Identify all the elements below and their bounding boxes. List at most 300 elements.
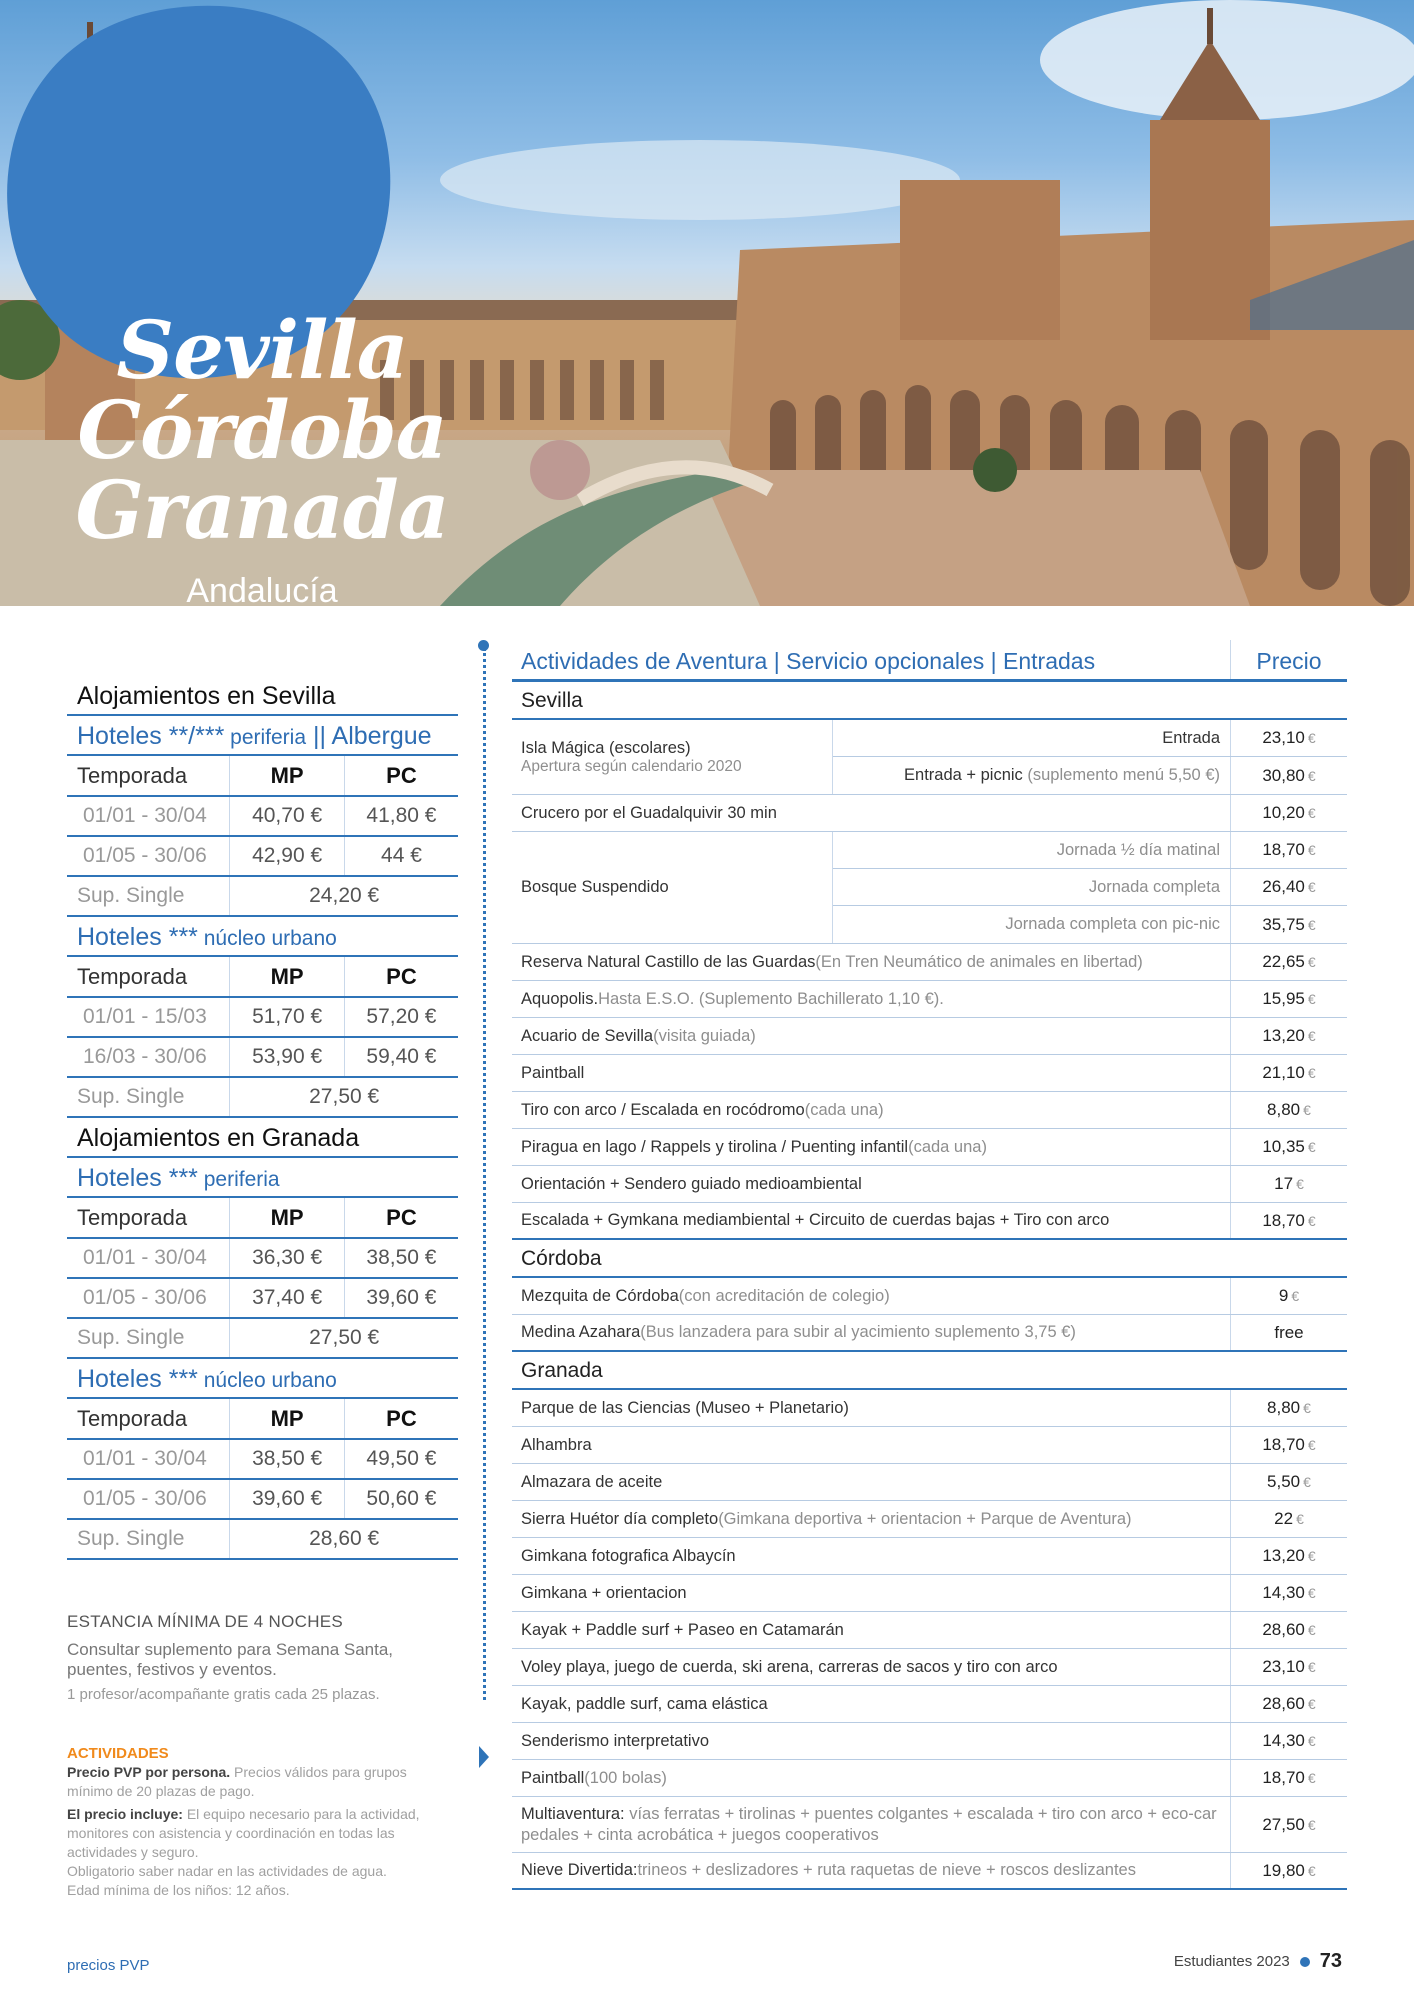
hotel-price-table (67, 756, 458, 917)
price-value: free (1274, 1322, 1304, 1342)
activity-cell (512, 1612, 1230, 1648)
euro-sign: € (1307, 1585, 1316, 1601)
dotted-divider (483, 648, 486, 1700)
activity-cell (512, 1055, 1230, 1091)
price-value: 8,80 (1267, 1100, 1301, 1119)
season-dates: 01/05 - 30/06 (67, 1479, 230, 1519)
activities-notes (67, 1744, 427, 1904)
euro-sign: € (1307, 1816, 1316, 1833)
table-row (67, 796, 458, 836)
euro-sign: € (1307, 842, 1316, 858)
euro-sign: € (1307, 1659, 1316, 1675)
pc-price: 44 € (344, 836, 458, 876)
mp-header: MP (230, 1399, 345, 1439)
title-line-cordoba: Córdoba (77, 383, 447, 477)
single-supplement-label: Sup. Single (67, 1077, 230, 1117)
activity-name: Sierra Huétor día completo (521, 1509, 719, 1528)
mp-price: 53,90 € (230, 1037, 345, 1077)
activity-name: Aquopolis. (521, 989, 599, 1008)
price-cell (1230, 1203, 1347, 1238)
price-value: 26,40 (1262, 877, 1305, 896)
table-row (67, 1439, 458, 1479)
price-value: 19,80 (1262, 1860, 1305, 1880)
table-row (512, 1315, 1347, 1352)
option-name: Entrada (1162, 729, 1220, 747)
activity-cell (512, 944, 1230, 980)
hotel-heading (67, 1158, 458, 1198)
price-value: 10,20 (1262, 803, 1305, 822)
price-value: 14,30 (1262, 1731, 1305, 1750)
includes-note-bold: El precio incluye: (67, 1806, 183, 1822)
age-note: Edad mínima de los niños: 12 años. (67, 1882, 290, 1898)
isla-magica-group (512, 720, 1347, 795)
pc-price: 38,50 € (344, 1238, 458, 1278)
supplement-note: Consultar suplemento para Semana Santa, puentes, festivos y eventos. (67, 1640, 394, 1679)
table-row (833, 832, 1347, 869)
accommodation-column (67, 676, 458, 1560)
price-note-text: Precios válidos para grupos mínimo de 20 plazas de pago. (67, 1764, 407, 1799)
hotel-price-table (67, 1399, 458, 1560)
season-dates: 01/01 - 30/04 (67, 796, 230, 836)
activity-name: Alhambra (521, 1435, 592, 1454)
table-row (67, 1519, 458, 1559)
activity-note: (visita guiada) (653, 1026, 756, 1045)
includes-note (67, 1805, 427, 1900)
price-cell (1230, 1760, 1347, 1796)
city-heading-sevilla: Sevilla (512, 682, 1347, 720)
activity-name: Gimkana + orientacion (521, 1583, 687, 1602)
table-header (512, 640, 1347, 682)
activity-cell (512, 1315, 1230, 1350)
table-row (512, 1278, 1347, 1315)
euro-sign: € (1291, 1288, 1300, 1304)
euro-sign: € (1307, 991, 1316, 1007)
activity-cell (512, 1166, 1230, 1202)
activity-cell (512, 1203, 1230, 1238)
bosque-label (512, 832, 832, 943)
price-value: 18,70 (1262, 840, 1305, 859)
table-row (512, 1390, 1347, 1427)
table-row (512, 1501, 1347, 1538)
hotel-heading (67, 917, 458, 957)
activity-name: Paintball (521, 1768, 585, 1787)
activity-cell (512, 981, 1230, 1017)
granada-accommodation-heading: Alojamientos en Granada (67, 1118, 458, 1158)
activity-name: Multiaventura: (521, 1804, 625, 1823)
pc-header: PC (344, 957, 458, 997)
pc-price: 49,50 € (344, 1439, 458, 1479)
euro-sign: € (1307, 805, 1316, 821)
activity-name: Almazara de aceite (521, 1472, 663, 1491)
option-label (833, 757, 1230, 794)
euro-sign: € (1307, 1770, 1316, 1786)
season-dates: 16/03 - 30/06 (67, 1037, 230, 1077)
price-value: 9 (1278, 1286, 1289, 1305)
hotel-name: Hoteles *** (77, 923, 198, 951)
activities-price-table (512, 640, 1347, 1890)
activity-note: Hasta E.S.O. (Suplemento Bachillerato 1,10 €). (598, 989, 944, 1008)
price-cell (1230, 1055, 1347, 1091)
euro-sign: € (1307, 1212, 1316, 1229)
activity-name: Gimkana fotografica Albaycín (521, 1546, 736, 1565)
page-number: 73 (1319, 1950, 1342, 1972)
euro-sign: € (1296, 1176, 1304, 1192)
table-row (512, 1575, 1347, 1612)
euro-sign: € (1307, 916, 1316, 933)
activity-name: Medina Azahara (521, 1323, 641, 1341)
price-cell (1230, 1853, 1347, 1888)
activity-note: (cada una) (908, 1137, 987, 1156)
mp-price: 37,40 € (230, 1278, 345, 1318)
activity-note: trineos + deslizadores + ruta raquetas de nieve + roscos deslizantes (637, 1861, 1136, 1879)
price-cell (1230, 1315, 1347, 1350)
accommodation-notes (67, 1612, 457, 1703)
activity-name: Isla Mágica (escolares) (521, 738, 691, 757)
activity-note: (En Tren Neumático de animales en libertad) (815, 952, 1143, 971)
mp-price: 38,50 € (230, 1439, 345, 1479)
table-row (67, 1077, 458, 1117)
bosque-suspendido-group (512, 832, 1347, 944)
pc-header: PC (344, 1198, 458, 1238)
price-value: 14,30 (1262, 1583, 1305, 1602)
activity-cell (512, 1575, 1230, 1611)
activity-cell (512, 1723, 1230, 1759)
price-value: 35,75 (1262, 914, 1305, 934)
table-row (512, 1464, 1347, 1501)
activity-cell (512, 1390, 1230, 1426)
activity-name: Escalada + Gymkana mediambiental + Circuito de cuerdas bajas + Tiro con arco (521, 1211, 1110, 1229)
table-row (512, 1129, 1347, 1166)
euro-sign: € (1307, 730, 1316, 746)
swim-note: Obligatorio saber nadar en las actividades de agua. (67, 1863, 387, 1879)
table-row (512, 1723, 1347, 1760)
price-value: 18,70 (1262, 1210, 1305, 1230)
activity-cell (512, 1501, 1230, 1537)
price-cell (1230, 1390, 1347, 1426)
table-row (833, 720, 1347, 757)
hotel-heading (67, 1359, 458, 1399)
euro-sign: € (1307, 1622, 1316, 1638)
pc-header: PC (344, 756, 458, 796)
activity-cell (512, 1464, 1230, 1500)
euro-sign: € (1307, 1862, 1316, 1879)
hotel-name: Hoteles *** (77, 1164, 198, 1192)
price-value: 28,60 (1262, 1620, 1305, 1639)
price-value: 13,20 (1262, 1546, 1305, 1565)
price-cell (1230, 981, 1347, 1017)
table-row (512, 1055, 1347, 1092)
price-cell (1230, 1092, 1347, 1128)
euro-sign: € (1307, 1065, 1316, 1081)
table-row (67, 1479, 458, 1519)
activities-header: Actividades de Aventura | Servicio opcionales | Entradas (521, 648, 1096, 674)
table-row (67, 997, 458, 1037)
option-name: Entrada + picnic (904, 766, 1023, 784)
table-row (512, 1686, 1347, 1723)
granada-rows (512, 1390, 1347, 1797)
table-row (833, 869, 1347, 906)
activity-cell (512, 1427, 1230, 1463)
activity-cell (512, 1649, 1230, 1685)
sevilla-accommodation-heading: Alojamientos en Sevilla (67, 676, 458, 716)
euro-sign: € (1307, 1028, 1316, 1044)
activity-cell (512, 1760, 1230, 1796)
season-header: Temporada (67, 1198, 230, 1238)
price-cell (1230, 1166, 1347, 1202)
footer-page-info (1174, 1950, 1342, 1973)
single-supplement-label: Sup. Single (67, 876, 230, 916)
table-row (512, 1427, 1347, 1464)
euro-sign: € (1307, 954, 1316, 970)
single-supplement-price: 27,50 € (230, 1077, 458, 1117)
season-header: Temporada (67, 756, 230, 796)
pc-header: PC (344, 1399, 458, 1439)
single-supplement-price: 28,60 € (230, 1519, 458, 1559)
table-row (67, 1037, 458, 1077)
activities-title: ACTIVIDADES (67, 1745, 169, 1762)
includes-note-text: El equipo necesario para la actividad, monitores con asistencia y coordinación en todas las actividades y seguro. (67, 1806, 420, 1860)
activity-name: Orientación + Sendero guiado medioambiental (521, 1174, 862, 1193)
price-cell (1230, 1129, 1347, 1165)
activity-name: Piragua en lago / Rappels y tirolina / Puenting infantil (521, 1137, 909, 1156)
price-value: 10,35 (1262, 1137, 1305, 1156)
table-row (512, 1203, 1347, 1240)
euro-sign: € (1296, 1511, 1304, 1527)
price-value: 18,70 (1262, 1435, 1305, 1454)
season-dates: 01/05 - 30/06 (67, 836, 230, 876)
hotel-location: periferia (224, 726, 307, 749)
price-value: 17 (1274, 1174, 1294, 1193)
hotel-location: periferia (197, 1168, 280, 1191)
hotel-price-table (67, 957, 458, 1118)
price-value: 22 (1274, 1509, 1294, 1528)
table-row (512, 1166, 1347, 1203)
activity-name: Kayak + Paddle surf + Paseo en Catamarán (521, 1620, 844, 1639)
table-row (512, 795, 1347, 832)
activity-name: Paintball (521, 1063, 585, 1082)
activity-note: (con acreditación de colegio) (678, 1286, 890, 1305)
single-supplement-label: Sup. Single (67, 1519, 230, 1559)
season-dates: 01/01 - 15/03 (67, 997, 230, 1037)
table-row (67, 1318, 458, 1358)
mp-price: 39,60 € (230, 1479, 345, 1519)
option-price (1230, 757, 1347, 794)
activity-name: Kayak, paddle surf, cama elástica (521, 1694, 768, 1713)
table-row (833, 757, 1347, 794)
euro-sign: € (1307, 1696, 1316, 1712)
table-row (512, 1797, 1347, 1853)
season-header: Temporada (67, 1399, 230, 1439)
hotel-location: núcleo urbano (197, 1369, 337, 1392)
mp-price: 42,90 € (230, 836, 345, 876)
activity-cell (512, 1538, 1230, 1574)
destination-title (66, 303, 458, 557)
table-row (67, 1238, 458, 1278)
price-note-bold: Precio PVP por persona. (67, 1764, 231, 1780)
activity-cell (512, 1129, 1230, 1165)
price-cell (1230, 1278, 1347, 1314)
hotel-extra: || Albergue (306, 722, 432, 750)
price-value: 28,60 (1262, 1694, 1305, 1713)
activity-name: Bosque Suspendido (521, 878, 669, 896)
table-row (512, 1092, 1347, 1129)
pc-price: 41,80 € (344, 796, 458, 836)
pc-price: 50,60 € (344, 1479, 458, 1519)
price-cell (1230, 1538, 1347, 1574)
activity-cell (512, 1092, 1230, 1128)
price-cell (1230, 1612, 1347, 1648)
price-value: 22,65 (1262, 952, 1305, 971)
option-price (1230, 832, 1347, 868)
euro-sign: € (1303, 1400, 1311, 1416)
season-header: Temporada (67, 957, 230, 997)
activity-note: (Bus lanzadera para subir al yacimiento suplemento 3,75 €) (640, 1323, 1076, 1341)
arrow-marker-icon (479, 1746, 489, 1768)
table-row (512, 1538, 1347, 1575)
cordoba-rows (512, 1278, 1347, 1352)
option-name: Jornada completa con pic-nic (1005, 915, 1220, 933)
price-cell (1230, 1797, 1347, 1852)
activity-name: Acuario de Sevilla (521, 1026, 654, 1045)
hotel-heading (67, 716, 458, 756)
activity-note: (cada una) (804, 1100, 884, 1119)
activity-name: Tiro con arco / Escalada en rocódromo (521, 1100, 805, 1119)
activity-note: vías ferratas + tirolinas + puentes colgantes + escalada + tiro con arco + eco-car pedales + cinta acrobática + juegos cooperativos (521, 1804, 1217, 1844)
season-dates: 01/01 - 30/04 (67, 1439, 230, 1479)
table-row (833, 906, 1347, 943)
activity-cell (512, 1853, 1230, 1888)
mp-price: 51,70 € (230, 997, 345, 1037)
footer-catalog-name: Estudiantes 2023 (1173, 1953, 1290, 1970)
price-value: 15,95 (1262, 989, 1305, 1008)
price-value: 21,10 (1262, 1063, 1305, 1082)
option-note: (suplemento menú 5,50 €) (1022, 766, 1220, 784)
price-cell (1230, 795, 1347, 831)
mp-header: MP (230, 756, 345, 796)
euro-sign: € (1307, 1437, 1316, 1453)
euro-sign: € (1307, 879, 1316, 895)
price-cell (1230, 1723, 1347, 1759)
activity-name: Crucero por el Guadalquivir 30 min (521, 803, 777, 822)
season-dates: 01/01 - 30/04 (67, 1238, 230, 1278)
activity-note: (100 bolas) (584, 1768, 667, 1787)
mp-header: MP (230, 1198, 345, 1238)
title-line-granada: Granada (75, 463, 449, 557)
option-name: Jornada completa (1088, 878, 1220, 896)
activity-cell (512, 1278, 1230, 1314)
price-value: 30,80 (1262, 765, 1305, 785)
single-supplement-price: 24,20 € (230, 876, 458, 916)
activity-name: Voley playa, juego de cuerda, ski arena, carreras de sacos y tiro con arco (521, 1657, 1058, 1676)
single-supplement-price: 27,50 € (230, 1318, 458, 1358)
price-cell (1230, 1427, 1347, 1463)
price-value: 8,80 (1267, 1398, 1301, 1417)
table-row (512, 1853, 1347, 1890)
mp-price: 36,30 € (230, 1238, 345, 1278)
sevilla-rows (512, 944, 1347, 1240)
isla-magica-options (832, 720, 1347, 794)
mp-header: MP (230, 957, 345, 997)
table-row (512, 1760, 1347, 1797)
table-row (67, 876, 458, 916)
activity-cell (512, 1018, 1230, 1054)
isla-magica-label (512, 720, 832, 794)
price-cell (1230, 1464, 1347, 1500)
teacher-free-note: 1 profesor/acompañante gratis cada 25 plazas. (67, 1686, 380, 1703)
activity-name: Parque de las Ciencias (Museo + Planetario) (521, 1398, 849, 1417)
activity-name: Senderismo interpretativo (521, 1731, 710, 1750)
activity-note: (Gimkana deportiva + orientacion + Parque de Aventura) (718, 1509, 1132, 1528)
price-value: 18,70 (1262, 1768, 1305, 1787)
activity-name: Reserva Natural Castillo de las Guardas (521, 952, 816, 971)
pc-price: 57,20 € (344, 997, 458, 1037)
footer-bullet-icon (1300, 1957, 1310, 1967)
price-value: 23,10 (1262, 1657, 1305, 1676)
table-row (512, 1612, 1347, 1649)
city-heading-cordoba: Córdoba (512, 1240, 1347, 1278)
activity-cell (512, 1686, 1230, 1722)
price-cell (1230, 944, 1347, 980)
table-row (67, 836, 458, 876)
mp-price: 40,70 € (230, 796, 345, 836)
price-value: 5,50 (1267, 1472, 1301, 1491)
bosque-options (832, 832, 1347, 943)
activity-name: Nieve Divertida: (521, 1861, 638, 1879)
pc-price: 59,40 € (344, 1037, 458, 1077)
table-row (67, 1278, 458, 1318)
table-row (512, 1649, 1347, 1686)
euro-sign: € (1303, 1102, 1311, 1118)
euro-sign: € (1307, 767, 1316, 784)
euro-sign: € (1303, 1474, 1311, 1490)
price-value: 27,50 (1262, 1814, 1305, 1834)
euro-sign: € (1307, 1548, 1316, 1564)
title-line-sevilla: Sevilla (116, 303, 408, 397)
option-price (1230, 906, 1347, 943)
price-cell (1230, 1686, 1347, 1722)
single-supplement-label: Sup. Single (67, 1318, 230, 1358)
hotel-location: núcleo urbano (197, 927, 337, 950)
euro-sign: € (1307, 1139, 1316, 1155)
minimum-stay-note: ESTANCIA MÍNIMA DE 4 NOCHES (67, 1612, 344, 1631)
option-price (1230, 720, 1347, 756)
option-price (1230, 869, 1347, 905)
table-row (512, 981, 1347, 1018)
price-cell (1230, 1575, 1347, 1611)
table-row (512, 1018, 1347, 1055)
hero-photo (0, 0, 1414, 606)
price-header: Precio (1230, 640, 1347, 679)
hotel-name: Hoteles **/*** (77, 722, 225, 750)
price-cell (1230, 1501, 1347, 1537)
pc-price: 39,60 € (344, 1278, 458, 1318)
price-cell (1230, 1018, 1347, 1054)
price-cell (1230, 1649, 1347, 1685)
price-note (67, 1763, 427, 1801)
city-heading-granada: Granada (512, 1352, 1347, 1390)
hotel-price-table (67, 1198, 458, 1359)
footer-pvp-note: precios PVP (67, 1957, 150, 1974)
region-subtitle: Andalucía (186, 572, 338, 606)
price-value: 13,20 (1262, 1026, 1305, 1045)
option-label (833, 720, 1230, 756)
season-dates: 01/05 - 30/06 (67, 1278, 230, 1318)
hotel-name: Hoteles *** (77, 1365, 198, 1393)
activity-cell (512, 1797, 1230, 1852)
activity-name: Mezquita de Córdoba (521, 1286, 679, 1305)
activity-cell (512, 795, 1230, 831)
price-value: 23,10 (1262, 728, 1305, 747)
